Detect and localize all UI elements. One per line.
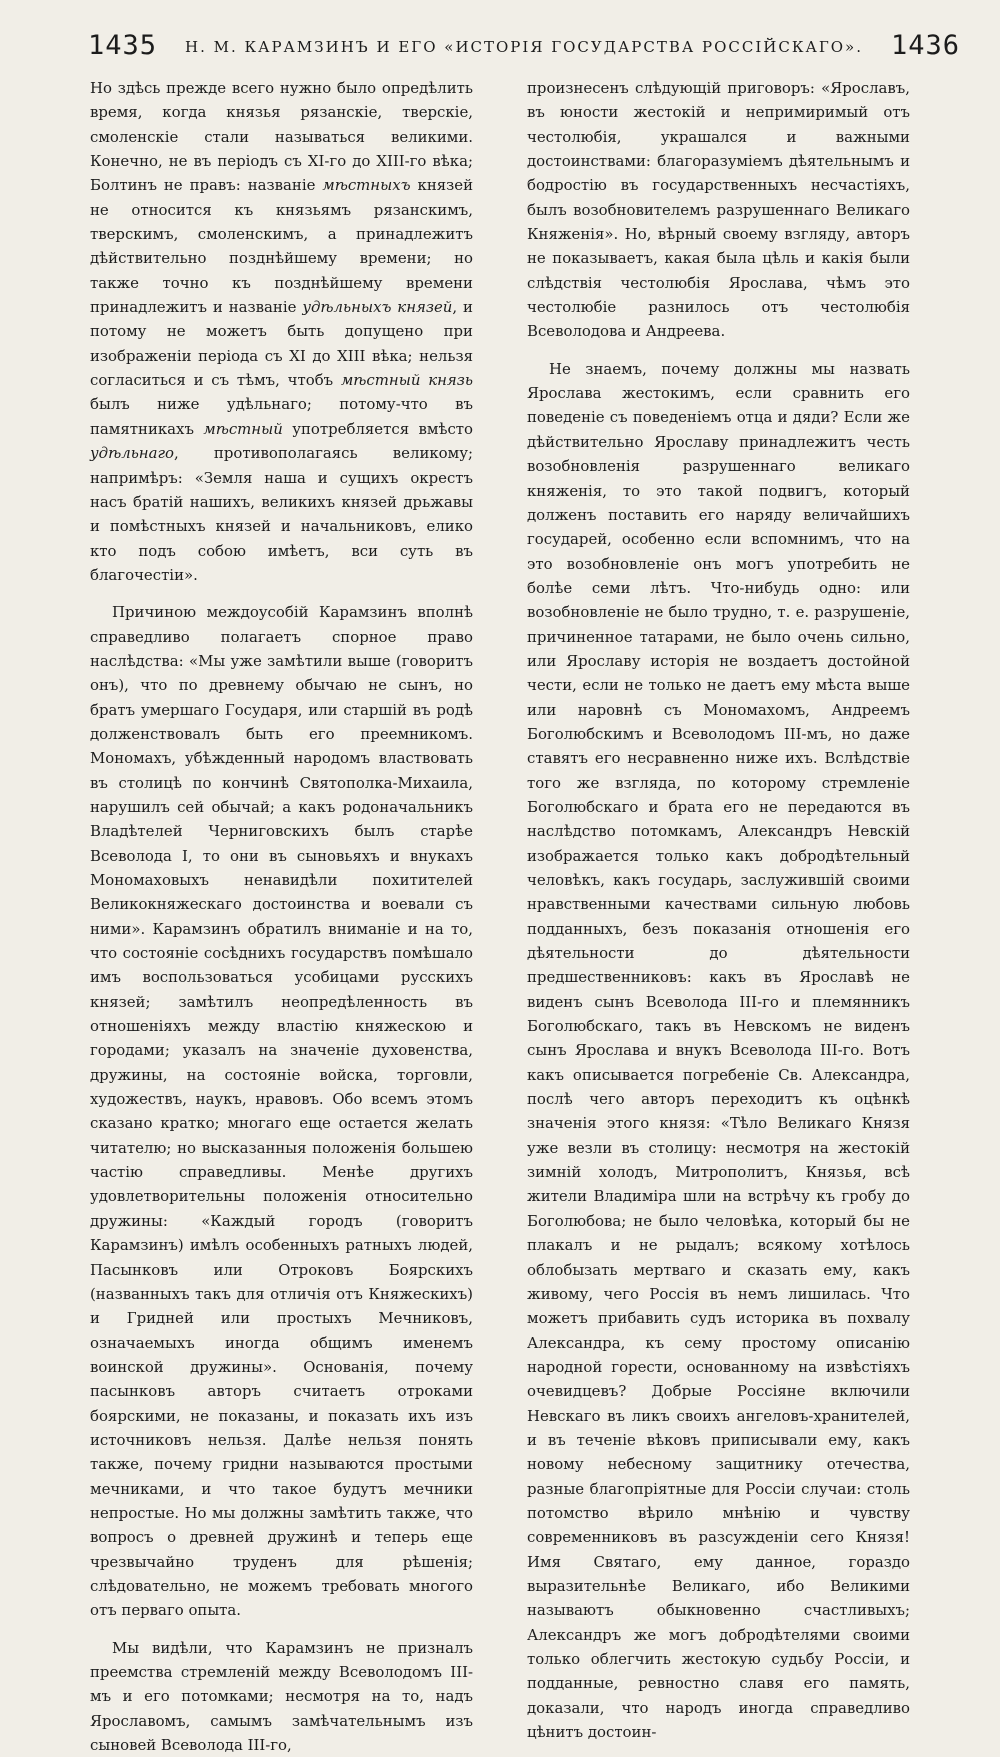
text-run: Но здѣсь прежде всего нужно было опредѣлить время, когда князья рязанскіе, тверскіе, смоленскіе стали называться великими. Конечно, не въ періодъ съ XI-го до XIII-го вѣка; Болтинъ не правъ: названіе xyxy=(90,79,473,195)
text-run: князей не относится къ князьямъ рязанскимъ, тверскимъ, смоленскимъ, а принадлежитъ дѣйствительно позднѣйшему времени; но также точно къ позднѣйшему времени принадлежитъ и названіе xyxy=(90,176,473,317)
paragraph-vsevolod-succession: Мы видѣли, что Карамзинъ не призналъ преемства стремленій между Всеволодомъ III-мъ и его потомками; несмотря на то, надъ Ярославомъ, самымъ замѣчательнымъ изъ сыновей Всеволода III-го, xyxy=(90,1638,473,1755)
paragraph-internecine-wars: Причиною междоусобій Карамзинъ вполнѣ справедливо полагаетъ спорное право наслѣдства: «Мы уже замѣтили выше (говоритъ онъ), что по древнему обычаю не сынъ, но братъ умершаго Государя, или старшій въ родѣ долженствовалъ быть его преемникомъ. Мономахъ, убѣжденный народомъ властвовать въ столицѣ по кончинѣ Святополка-Михаила, нарушилъ сей обычай; а какъ родоначальникъ Владѣтелей Черниговскихъ былъ старѣе Всеволода I, то они въ сыновьяхъ и внукахъ Мономаховыхъ ненавидѣли похитителей Великокняжескаго достоинства и воевали съ ними». Карамзинъ обратилъ вниманіе и на то, что состояніе сосѣднихъ государствъ помѣшало имъ воспользоваться усобицами русскихъ князей; замѣтилъ неопредѣленность въ отношеніяхъ между властію княжескою и городами; указалъ на значеніе духовенства, дружины, на состояніе войска, торговли, художествъ, наукъ, нравовъ. Обо всемъ этомъ сказано кратко; многаго еще остается желать читателю; но высказанныя положенія большею частію справедливы. Менѣе другихъ удовлетворительны положенія относительно дружины: «Каждый городъ (говоритъ Карамзинъ) имѣлъ особенныхъ ратныхъ людей, Пасынковъ или Отроковъ Боярскихъ (названныхъ такъ для отличія отъ Княжескихъ) и Гридней или простыхъ Мечниковъ, означаемыхъ иногда общимъ именемъ воинской дружины». Основанія, почему пасынковъ авторъ считаетъ отроками боярскими, не показаны, и показать ихъ изъ источниковъ нельзя. Далѣе нельзя понять также, почему гридни называются простыми мечниками, и что такое будутъ мечники непростые. Но мы должны замѣтить также, что вопросъ о древней дружинѣ и теперь еще чрезвычайно труденъ для рѣшенія; слѣдовательно, не можемъ требовать многого отъ перваго опыта. xyxy=(90,603,473,1620)
italic-term: мѣстный князь xyxy=(340,371,473,390)
text-run: , противополагаясь великому; напримѣръ: «Земля наша и сущихъ окрестъ насъ братій нашихъ, великихъ князей дрьжавы и помѣстныхъ князей и начальниковъ, елико кто подъ собою имѣетъ, вси суть въ благочестіи». xyxy=(90,444,473,584)
italic-term: удѣльнаго xyxy=(90,444,174,463)
left-column xyxy=(90,76,473,1757)
running-title: Н. М. КАРАМЗИНЪ И ЕГО «ИСТОРІЯ ГОСУДАРСТВА РОССІЙСКАГО». xyxy=(184,38,863,56)
right-column xyxy=(527,76,910,1744)
italic-term: мѣстный xyxy=(203,419,283,438)
paragraph-verdict-yaroslav: произнесенъ слѣдующій приговоръ: «Ярославъ, въ юности жестокій и непримиримый отъ честолюбія, украшался и важными достоинствами: благоразуміемъ дѣятельнымъ и бодростію въ государственныхъ несчастіяхъ, былъ возобновителемъ разрушеннаго Великаго Княженія». Но, вѣрный своему взгляду, авторъ не показываетъ, какая была цѣль и какія были слѣдствія честолюбія Ярослава, чѣмъ это честолюбіе разнилось отъ честолюбія Всеволодова и Андреева. xyxy=(527,79,910,341)
text-run: употребляется вмѣсто xyxy=(282,419,473,438)
italic-term: удѣльныхъ князей xyxy=(302,298,453,317)
text-run: , и потому не можетъ быть допущено при изображеніи періода съ XI до XIII вѣка; нельзя согласиться и съ тѣмъ, чтобъ xyxy=(90,298,473,390)
running-header xyxy=(88,30,960,70)
italic-term: мѣстныхъ xyxy=(322,176,411,195)
page-number-left: 1435 xyxy=(88,30,158,61)
page-number-right: 1436 xyxy=(890,30,960,61)
text-run: былъ ниже удѣльнаго; потому-что въ памятникахъ xyxy=(90,395,473,438)
paragraph-alexander-nevsky: Не знаемъ, почему должны мы назвать Ярослава жестокимъ, если сравнить его поведеніе съ поведеніемъ отца и дяди? Если же дѣйствительно Ярославу принадлежитъ честь возобновленія разрушеннаго великаго княженія, то это такой подвигъ, который долженъ поставить его наряду величайшихъ государей, особенно если вспомнимъ, что на это возобновленіе онъ могъ употребить не болѣе семи лѣтъ. Что-нибудь одно: или возобновленіе не было трудно, т. е. разрушеніе, причиненное татарами, не было очень сильно, или Ярославу исторія не воздаетъ достойной чести, если не только не даетъ ему мѣста выше или наровнѣ съ Мономахомъ, Андреемъ Боголюбскимъ и Всеволодомъ III-мъ, но даже ставятъ его несравненно ниже ихъ. Вслѣдствіе того же взгляда, по которому стремленіе Боголюбскаго и брата его не передаются въ наслѣдство потомкамъ, Александръ Невскій изображается только какъ добродѣтельный человѣкъ, какъ государь, заслужившій своими нравственными качествами сильную любовь подданныхъ, безъ показанія отношенія его дѣятельности до дѣятельности предшественниковъ: какъ въ Ярославѣ не виденъ сынъ Всеволода III-го и племянникъ Боголюбскаго, такъ въ Невскомъ не виденъ сынъ Ярослава и внукъ Всеволода III-го. Вотъ какъ описывается погребеніе Св. Александра, послѣ чего авторъ переходитъ къ оцѣнкѣ значенія этого князя: «Тѣло Великаго Князя уже везли въ столицу: несмотря на жестокій зимній холодъ, Митрополитъ, Князья, всѣ жители Владиміра шли на встрѣчу къ гробу до Боголюбова; не было человѣка, который бы не плакалъ и не рыдалъ; всякому хотѣлось облобызать мертваго и сказать ему, какъ живому, чего Россія въ немъ лишилась. Что можетъ прибавить судъ историка въ похвалу Александра, къ сему простому описанію народной горести, основанному на извѣстіяхъ очевидцевъ? Добрые Россіяне включили Невскаго въ ликъ своихъ ангеловъ-хранителей, и въ теченіе вѣковъ приписывали ему, какъ новому небесному защитнику отечества, разные благопріятные для Россіи случаи: столь потомство вѣрило мнѣнію и чувству современниковъ въ разсужденіи сего Князя! Имя Святаго, ему данное, гораздо выразительнѣе Великаго, ибо Великими называютъ обыкновенно счастливыхъ; Александръ же могъ добродѣтелями своими только облегчить жестокую судьбу Россіи, и подданные, ревностно славя его память, доказали, что народъ иногда справедливо цѣнитъ достоин- xyxy=(527,359,910,1742)
paragraph-titles-of-princes xyxy=(90,76,473,587)
